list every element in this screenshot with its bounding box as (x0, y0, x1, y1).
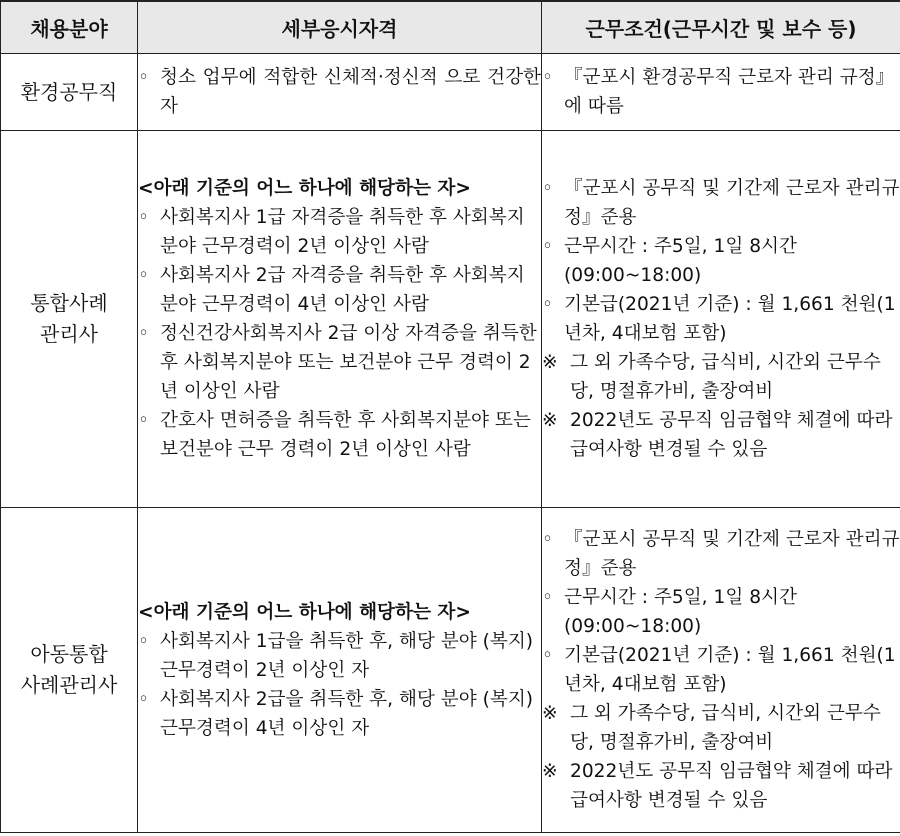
qualification-cell (138, 131, 542, 508)
note-item (542, 757, 900, 815)
list-item (138, 406, 541, 464)
list-item (138, 203, 541, 261)
condition-text: 기본급(2021년 기준) : 월 1,661 천원(1년차, 4대보험 포함) (564, 294, 896, 344)
field-cell (1, 508, 138, 833)
field-label: 아동통합 (30, 642, 108, 666)
bullet-circle-icon: ◦ (138, 688, 149, 710)
header-conditions: 근무조건(근무시간 및 보수 등) (542, 1, 900, 54)
list-item (138, 685, 541, 743)
bullet-circle-icon: ◦ (542, 178, 553, 199)
list-item (542, 525, 900, 583)
list-item (138, 63, 541, 121)
bullet-circle-icon: ◦ (542, 236, 553, 257)
list-item (138, 319, 541, 406)
bullet-circle-icon: ◦ (138, 207, 149, 228)
condition-text: 『군포시 환경공무직 근로자 관리 규정』에 따름 (564, 67, 895, 117)
header-row (1, 1, 900, 54)
field-cell (1, 131, 138, 508)
bullet-circle-icon: ◦ (542, 529, 553, 550)
note-mark-icon: ※ (542, 703, 558, 724)
note-mark-icon: ※ (542, 761, 558, 782)
qualification-text: 청소 업무에 적합한 신체적·정신적 으로 건강한 자 (160, 67, 541, 117)
note-item (542, 699, 900, 757)
list-item (542, 583, 900, 641)
qualification-text: 정신건강사회복지사 2급 이상 자격증을 취득한 후 사회복지분야 또는 보건분야 근무 경력이 2년 이상인 사람 (160, 323, 537, 402)
criteria-heading: <아래 기준의 어느 하나에 해당하는 자> (138, 601, 471, 623)
criteria-heading: <아래 기준의 어느 하나에 해당하는 자> (138, 178, 471, 199)
bullet-circle-icon: ◦ (138, 410, 149, 431)
field-label: 통합사례 (30, 291, 108, 315)
bullet-circle-icon: ◦ (138, 265, 149, 286)
condition-text: 『군포시 공무직 및 기간제 근로자 관리규정』준용 (564, 178, 900, 228)
note-item (542, 348, 900, 406)
note-mark-icon: ※ (542, 410, 558, 431)
list-item (138, 261, 541, 319)
qualification-text: 사회복지사 1급을 취득한 후, 해당 분야 (복지) 근무경력이 2년 이상인 자 (160, 630, 534, 681)
qualification-cell (138, 54, 542, 131)
qualification-text: 사회복지사 2급을 취득한 후, 해당 분야 (복지) 근무경력이 4년 이상인 자 (160, 688, 534, 739)
header-field: 채용분야 (1, 1, 138, 54)
list-item (542, 290, 900, 348)
table-row (1, 54, 900, 131)
note-text: 2022년도 공무직 임금협약 체결에 따라 급여사항 변경될 수 있음 (570, 410, 893, 460)
note-mark-icon: ※ (542, 352, 558, 373)
bullet-circle-icon: ◦ (138, 323, 149, 344)
qualification-text: 사회복지사 1급 자격증을 취득한 후 사회복지분야 근무경력이 2년 이상인 사람 (160, 207, 525, 257)
list-item (138, 627, 541, 685)
list-item (542, 232, 900, 290)
note-item (542, 406, 900, 464)
condition-text: 기본급(2021년 기준) : 월 1,661 천원(1년차, 4대보험 포함) (564, 645, 896, 695)
list-item (542, 174, 900, 232)
bullet-circle-icon: ◦ (542, 67, 553, 88)
condition-text: 근무시간 : 주5일, 1일 8시간 (09:00~18:00) (564, 236, 797, 286)
conditions-cell (542, 131, 900, 508)
note-text: 그 외 가족수당, 급식비, 시간외 근무수당, 명절휴가비, 출장여비 (570, 352, 881, 402)
bullet-circle-icon: ◦ (138, 67, 149, 88)
bullet-circle-icon: ◦ (138, 630, 149, 652)
table-row (1, 508, 900, 833)
conditions-cell (542, 508, 900, 833)
list-item (542, 641, 900, 699)
field-label: 관리사 (40, 322, 98, 346)
condition-text: 『군포시 공무직 및 기간제 근로자 관리규정』준용 (564, 529, 900, 579)
field-label: 환경공무직 (20, 79, 118, 104)
list-item (542, 63, 900, 121)
bullet-circle-icon: ◦ (542, 645, 553, 666)
note-text: 그 외 가족수당, 급식비, 시간외 근무수당, 명절휴가비, 출장여비 (570, 703, 881, 753)
header-qualification: 세부응시자격 (138, 1, 542, 54)
qualification-text: 간호사 면허증을 취득한 후 사회복지분야 또는 보건분야 근무 경력이 2년 이상인 사람 (160, 410, 531, 460)
field-label: 사례관리사 (20, 673, 118, 697)
qualification-cell (138, 508, 542, 833)
conditions-cell (542, 54, 900, 131)
condition-text: 근무시간 : 주5일, 1일 8시간 (09:00~18:00) (564, 587, 797, 637)
bullet-circle-icon: ◦ (542, 587, 553, 608)
qualification-text: 사회복지사 2급 자격증을 취득한 후 사회복지분야 근무경력이 4년 이상인 사람 (160, 265, 525, 315)
note-text: 2022년도 공무직 임금협약 체결에 따라 급여사항 변경될 수 있음 (570, 761, 893, 811)
table-row (1, 131, 900, 508)
field-cell (1, 54, 138, 131)
bullet-circle-icon: ◦ (542, 294, 553, 315)
